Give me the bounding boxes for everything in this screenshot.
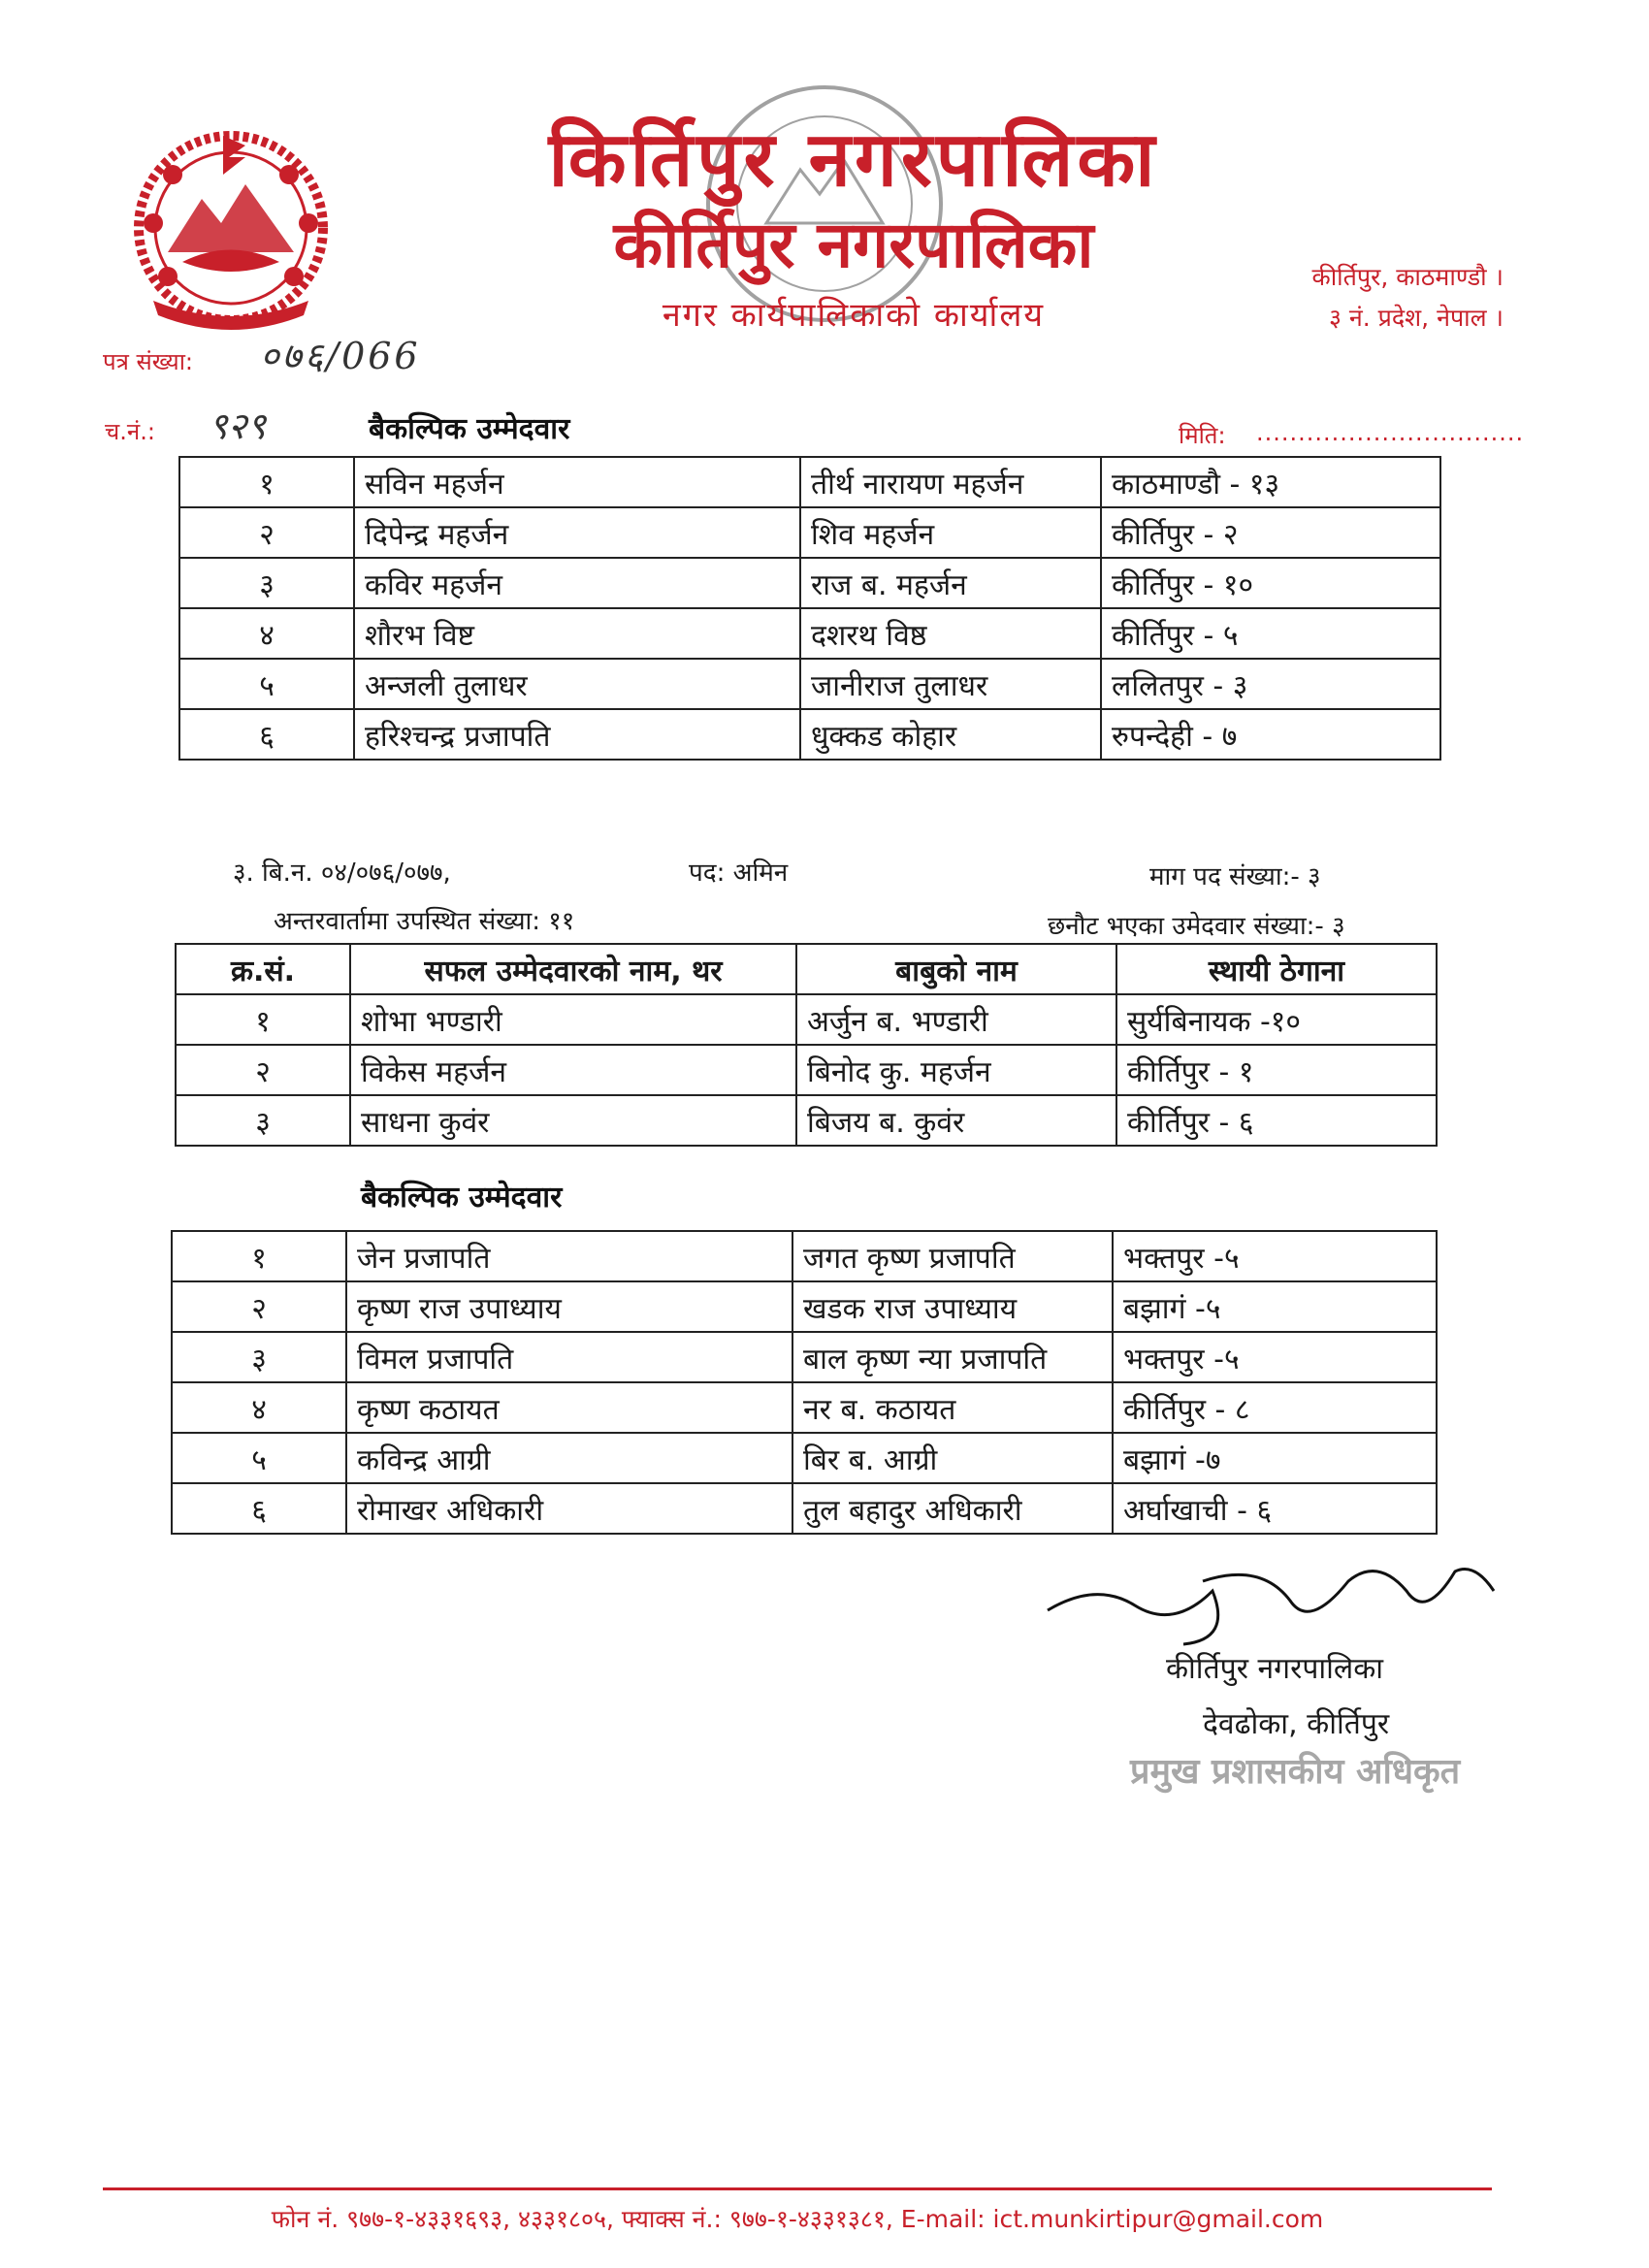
- father-name-cell: अर्जुन ब. भण्डारी: [796, 994, 1116, 1045]
- serial-cell: ३: [176, 1095, 350, 1146]
- table-row: [179, 558, 1440, 608]
- officer-stamp: प्रमुख प्रशासकीय अधिकृत: [1130, 1752, 1461, 1792]
- father-name-cell: जानीराज तुलाधर: [800, 659, 1101, 709]
- attended-count: अन्तरवार्तामा उपस्थित संख्या: ११: [274, 907, 575, 936]
- address-cell: कीर्तिपुर - १०: [1101, 558, 1440, 608]
- dispatch-number-value: ९२९: [209, 405, 267, 447]
- father-name-cell: शिव महर्जन: [800, 507, 1101, 558]
- section1-title: बैकल्पिक उम्मेदवार: [369, 412, 570, 446]
- address-cell: बझागं -५: [1113, 1281, 1437, 1332]
- footer-divider: [103, 2187, 1492, 2190]
- address-line-2: ३ नं. प्रदेश, नेपाल ।: [1328, 304, 1504, 332]
- serial-cell: २: [176, 1045, 350, 1095]
- candidate-name-cell: विकेस महर्जन: [350, 1045, 796, 1095]
- serial-cell: ५: [172, 1433, 346, 1483]
- table-row: [176, 1095, 1437, 1146]
- serial-cell: ६: [172, 1483, 346, 1534]
- table-row: [172, 1382, 1437, 1433]
- date-blank: ................................: [1256, 419, 1525, 446]
- candidate-name-cell: जेन प्रजापति: [346, 1231, 792, 1281]
- address-cell: भक्तपुर -५: [1113, 1231, 1437, 1281]
- table-row: [172, 1483, 1437, 1534]
- serial-cell: ५: [179, 659, 354, 709]
- column-header: सफल उम्मेदवारको नाम, थर: [350, 944, 796, 994]
- signature-line-1: कीर्तिपुर नगरपालिका: [1166, 1652, 1384, 1686]
- candidate-name-cell: हरिश्चन्द्र प्रजापति: [354, 709, 800, 760]
- selected-candidates-table: [175, 943, 1438, 1147]
- address-cell: कीर्तिपुर - ८: [1113, 1382, 1437, 1433]
- father-name-cell: बाल कृष्ण न्या प्रजापति: [792, 1332, 1113, 1382]
- address-cell: कीर्तिपुर - ५: [1101, 608, 1440, 659]
- table-row: [179, 659, 1440, 709]
- address-cell: कीर्तिपुर - १: [1116, 1045, 1437, 1095]
- address-cell: काठमाण्डौ - १३: [1101, 457, 1440, 507]
- address-cell: सुर्यबिनायक -१०: [1116, 994, 1437, 1045]
- letter-number-value: ०७६/066: [260, 335, 421, 377]
- address-cell: भक्तपुर -५: [1113, 1332, 1437, 1382]
- section1-table: [178, 456, 1441, 761]
- section2-alternate-table: [171, 1230, 1438, 1535]
- table-row: [172, 1433, 1437, 1483]
- father-name-cell: जगत कृष्ण प्रजापति: [792, 1231, 1113, 1281]
- post-name: पद: अमिन: [689, 859, 789, 888]
- serial-cell: ४: [172, 1382, 346, 1433]
- candidate-name-cell: साधना कुवंर: [350, 1095, 796, 1146]
- table-row: [179, 608, 1440, 659]
- address-cell: कीर्तिपुर - २: [1101, 507, 1440, 558]
- selected-count: छनौट भएका उमेदवार संख्या:- ३: [1048, 912, 1345, 941]
- column-header: बाबुको नाम: [796, 944, 1116, 994]
- candidate-name-cell: दिपेन्द्र महर्जन: [354, 507, 800, 558]
- candidate-name-cell: सविन महर्जन: [354, 457, 800, 507]
- father-name-cell: धुक्कड कोहार: [800, 709, 1101, 760]
- serial-cell: १: [179, 457, 354, 507]
- signature-icon: [1038, 1552, 1504, 1659]
- serial-cell: १: [176, 994, 350, 1045]
- father-name-cell: बिर ब. आग्री: [792, 1433, 1113, 1483]
- serial-cell: २: [179, 507, 354, 558]
- address-cell: ललितपुर - ३: [1101, 659, 1440, 709]
- table-row: [176, 994, 1437, 1045]
- candidate-name-cell: कविन्द्र आग्री: [346, 1433, 792, 1483]
- column-header: क्र.सं.: [176, 944, 350, 994]
- nepal-emblem-icon: [114, 107, 347, 340]
- father-name-cell: बिजय ब. कुवंर: [796, 1095, 1116, 1146]
- footer-contact: फोन नं. ९७७-१-४३३१६९३, ४३३१८०५, फ्याक्स नं.: ९७७-१-४३३१३८१, E-mail: ict.munkirtipur@gmail.com: [271, 2205, 1324, 2233]
- serial-cell: ३: [179, 558, 354, 608]
- address-cell: कीर्तिपुर - ६: [1116, 1095, 1437, 1146]
- table-row: [176, 1045, 1437, 1095]
- date-label: मिति:: [1179, 422, 1226, 449]
- vacancy-number: ३. बि.न. ०४/०७६/०७७,: [233, 859, 451, 888]
- father-name-cell: नर ब. कठायत: [792, 1382, 1113, 1433]
- candidate-name-cell: शौरभ विष्ट: [354, 608, 800, 659]
- candidate-name-cell: अन्जली तुलाधर: [354, 659, 800, 709]
- serial-cell: ३: [172, 1332, 346, 1382]
- candidate-name-cell: विमल प्रजापति: [346, 1332, 792, 1382]
- letterhead-title: कीर्तिपुर नगरपालिका: [613, 208, 1094, 282]
- father-name-cell: राज ब. महर्जन: [800, 558, 1101, 608]
- serial-cell: ४: [179, 608, 354, 659]
- table-row: [172, 1281, 1437, 1332]
- address-cell: अर्घाखाची - ६: [1113, 1483, 1437, 1534]
- father-name-cell: दशरथ विष्ठ: [800, 608, 1101, 659]
- table-row: [179, 457, 1440, 507]
- candidate-name-cell: कृष्ण राज उपाध्याय: [346, 1281, 792, 1332]
- address-cell: रुपन्देही - ७: [1101, 709, 1440, 760]
- candidate-name-cell: कृष्ण कठायत: [346, 1382, 792, 1433]
- letterhead-subtitle: नगर कार्यपालिकाको कार्यालय: [662, 296, 1046, 335]
- candidate-name-cell: कविर महर्जन: [354, 558, 800, 608]
- serial-cell: ६: [179, 709, 354, 760]
- father-name-cell: तीर्थ नारायण महर्जन: [800, 457, 1101, 507]
- dispatch-number-label: च.नं.:: [105, 418, 155, 445]
- father-name-cell: खडक राज उपाध्याय: [792, 1281, 1113, 1332]
- column-header: स्थायी ठेगाना: [1116, 944, 1437, 994]
- candidate-name-cell: रोमाखर अधिकारी: [346, 1483, 792, 1534]
- serial-cell: २: [172, 1281, 346, 1332]
- table-row: [179, 709, 1440, 760]
- address-cell: बझागं -७: [1113, 1433, 1437, 1483]
- father-name-cell: बिनोद कु. महर्जन: [796, 1045, 1116, 1095]
- serial-cell: १: [172, 1231, 346, 1281]
- letterhead-script-title: किर्तिपुर नगरपालिका: [548, 115, 1159, 204]
- father-name-cell: तुल बहादुर अधिकारी: [792, 1483, 1113, 1534]
- table-row: [172, 1332, 1437, 1382]
- demand-count: माग पद संख्या:- ३: [1149, 862, 1321, 891]
- signature-line-2: देवढोका, कीर्तिपुर: [1203, 1707, 1390, 1741]
- table-row: [172, 1231, 1437, 1281]
- candidate-name-cell: शोभा भण्डारी: [350, 994, 796, 1045]
- letter-number-label: पत्र संख्या:: [103, 348, 193, 375]
- section2-alt-title: बैकल्पिक उम्मेदवार: [361, 1181, 563, 1215]
- table-row: [179, 507, 1440, 558]
- address-line-1: कीर्तिपुर, काठमाण्डौ ।: [1311, 263, 1504, 291]
